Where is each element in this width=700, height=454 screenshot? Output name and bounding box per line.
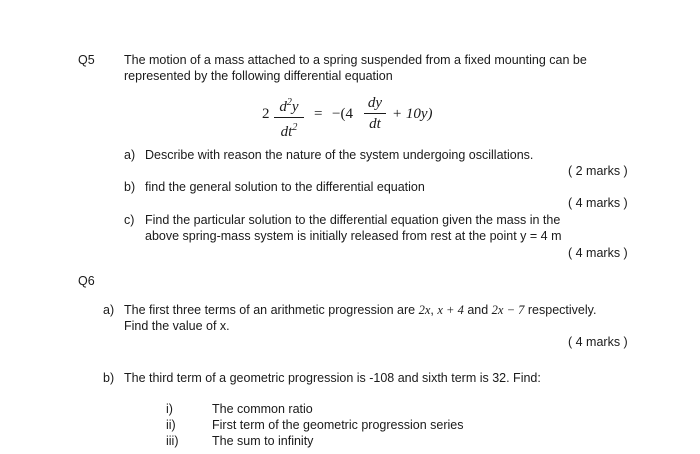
q5-part-c-text-line1: Find the particular solution to the differential equation given the mass in the <box>145 213 561 227</box>
q6-part-b-label: b) <box>103 371 115 385</box>
q5-part-b-marks: ( 4 marks ) <box>568 196 628 210</box>
question-5-number: Q5 <box>78 53 95 67</box>
q5-part-c-marks: ( 4 marks ) <box>568 246 628 260</box>
equation-rhs-suffix: + 10y) <box>392 106 433 122</box>
equation-equals: = <box>314 106 323 122</box>
q6-b-item-text: First term of the geometric progression series <box>212 418 464 432</box>
q6-b-item-text: The common ratio <box>212 402 313 416</box>
q6-b-item-label: ii) <box>166 418 176 432</box>
q5-part-a-marks: ( 2 marks ) <box>568 164 628 178</box>
q6-part-a-label: a) <box>103 303 115 317</box>
q6-part-b-text: The third term of a geometric progression is -108 and sixth term is 32. Find: <box>124 371 541 385</box>
q6-part-a-text-line2: Find the value of x. <box>124 319 230 333</box>
q6-part-a-text-line1: The first three terms of an arithmetic progression are 2x, x + 4 and 2x − 7 respectively. <box>124 303 597 317</box>
q5-part-c-label: c) <box>124 213 135 227</box>
q5-part-a-label: a) <box>124 148 136 162</box>
equation-rhs-prefix: −(4 <box>332 106 353 122</box>
q5-intro-line1: The motion of a mass attached to a spring suspended from a fixed mounting can be <box>124 53 587 67</box>
q5-part-c-text-line2: above spring-mass system is initially released from rest at the point y = 4 m <box>145 229 562 243</box>
q6-b-item-label: iii) <box>166 434 179 448</box>
q6-part-a-marks: ( 4 marks ) <box>568 335 628 349</box>
q5-part-a-text: Describe with reason the nature of the system undergoing oscillations. <box>145 148 534 162</box>
equation-lhs-fraction: $d^2y$ $dt^2$ <box>274 94 304 141</box>
equation-coefficient: 2 <box>262 106 270 122</box>
q6-b-item-text: The sum to infinity <box>212 434 314 448</box>
equation-rhs-fraction: dy dt <box>364 94 386 133</box>
q5-part-b-label: b) <box>124 180 136 194</box>
question-6-number: Q6 <box>78 274 95 288</box>
q6-b-item-label: i) <box>166 402 173 416</box>
q5-intro-line2: represented by the following differential equation <box>124 69 393 83</box>
differential-equation <box>262 92 502 140</box>
q5-part-b-text: find the general solution to the differential equation <box>145 180 425 194</box>
